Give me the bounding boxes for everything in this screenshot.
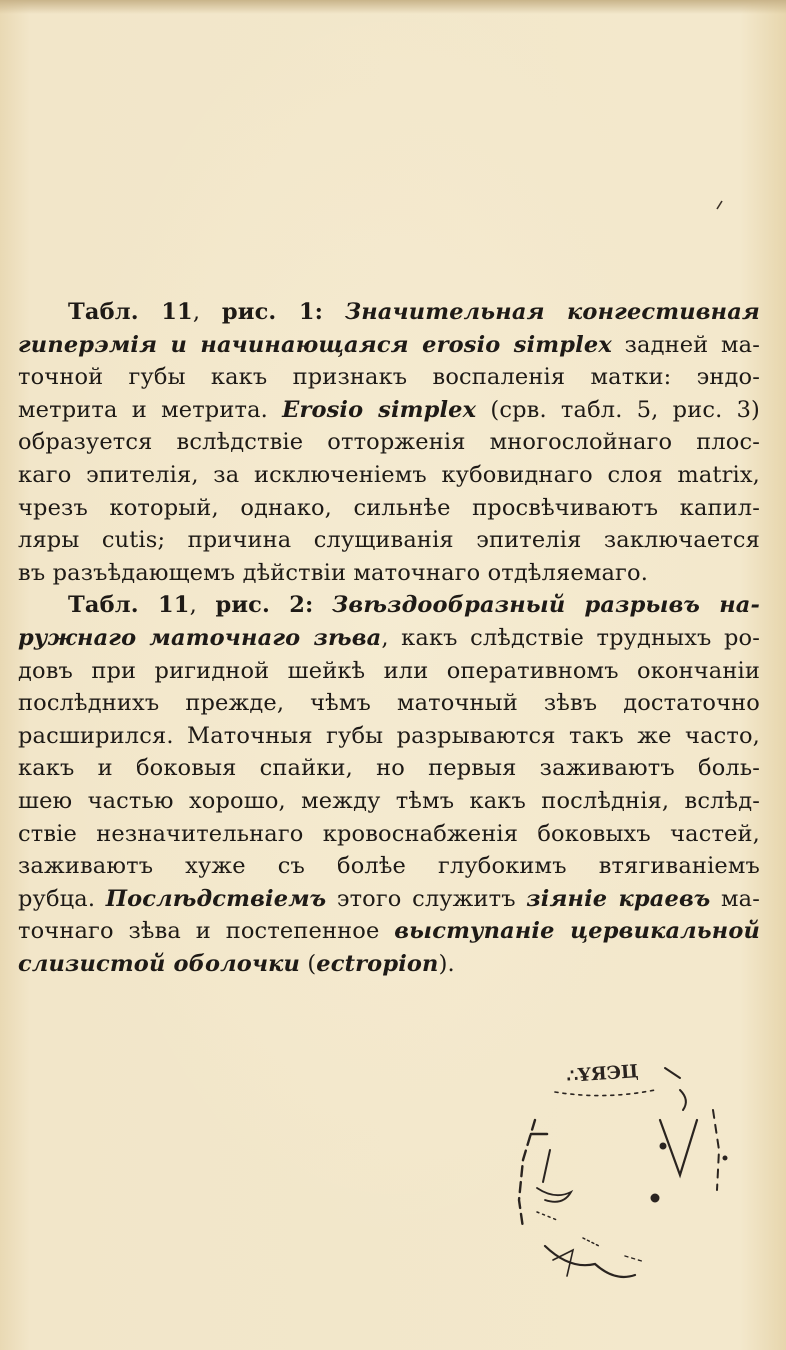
text-segment — [323, 299, 345, 325]
text-segment: ). — [438, 950, 455, 977]
text-segment: ствіе незначительнаго кровоснабженія боковыхъ частей, — [18, 820, 760, 847]
text-line — [18, 492, 760, 525]
text-segment: какъ и боковыя спайки, но первыя заживаютъ боль- — [18, 755, 760, 782]
text-segment: точной губы какъ признакъ воспаленія матки: эндо- — [18, 364, 760, 391]
text-segment: задней ма- — [611, 331, 760, 358]
text-segment: выступаніе цервикальной — [394, 918, 761, 945]
text-line — [18, 589, 760, 622]
text-segment: шею частью хорошо, между тѣмъ какъ послѣднія, вслѣд- — [18, 787, 760, 814]
text-segment: рис. 1: — [221, 299, 324, 325]
paragraph-1 — [18, 296, 760, 589]
page-top-edge — [0, 0, 786, 14]
svg-text:∴ҰЯЭЦ: ∴ҰЯЭЦ — [565, 1061, 640, 1087]
text-segment: расширился. Маточныя губы разрываются такъ же часто, — [18, 722, 760, 749]
text-segment: ма- — [710, 885, 760, 912]
text-segment: въ разъѣдающемъ дѣйствіи маточнаго отдѣляемаго. — [18, 559, 648, 586]
text-line — [18, 524, 760, 557]
ink-speck-icon — [716, 200, 724, 210]
text-line — [18, 655, 760, 688]
text-segment: рубца. — [18, 885, 106, 912]
text-line — [18, 426, 760, 459]
text-segment — [313, 592, 332, 618]
text-segment: чрезъ который, однако, сильнѣе просвѣчиваютъ капил- — [18, 494, 760, 521]
text-line — [18, 622, 760, 655]
text-segment: Значительная конгестивная — [344, 299, 760, 325]
text-segment: Табл. 11 — [68, 299, 193, 325]
text-line — [18, 557, 760, 590]
text-line — [18, 687, 760, 720]
text-segment: , — [189, 592, 216, 619]
text-segment: этого служитъ — [326, 885, 527, 912]
text-line — [18, 361, 760, 394]
text-line — [18, 752, 760, 785]
text-segment: заживаютъ хуже съ болѣе глубокимъ втягиваніемъ — [18, 853, 760, 880]
text-segment: зіяніе краевъ — [526, 885, 711, 912]
text-line — [18, 296, 760, 329]
text-segment: образуется вслѣдствіе отторженія многослойнаго плос- — [18, 429, 760, 456]
text-segment: Звѣздообразный разрывъ на- — [332, 592, 761, 619]
text-segment: рис. 2: — [215, 592, 314, 619]
paragraph-2 — [18, 589, 760, 980]
text-segment: довъ при ригидной шейкѣ или оперативномъ окончаніи — [18, 657, 760, 684]
text-line — [18, 720, 760, 753]
text-segment: , какъ слѣдствіе трудныхъ ро- — [381, 624, 761, 651]
text-segment: ружнаго маточнаго зѣва — [18, 624, 382, 651]
text-line — [18, 394, 760, 427]
text-segment: послѣднихъ прежде, чѣмъ маточный зѣвъ достаточно — [18, 690, 760, 717]
text-segment: каго эпителія, за исключеніемъ кубовиднаго слоя matrix, — [18, 461, 760, 488]
text-segment: ляры cutis; причина слущиванія эпителія заключается — [18, 527, 760, 554]
text-segment: , — [192, 299, 222, 325]
text-line — [18, 948, 760, 981]
text-segment: (срв. табл. 5, рис. 3) — [476, 396, 760, 423]
text-line — [18, 883, 760, 916]
caption-text-block — [18, 296, 760, 980]
text-segment: гиперэмія и начинающаяся erosio simplex — [18, 331, 612, 358]
text-line — [18, 915, 760, 948]
text-segment: Табл. 11 — [68, 592, 190, 619]
text-line — [18, 818, 760, 851]
text-segment: Erosio simplex — [282, 396, 477, 423]
text-line — [18, 459, 760, 492]
library-stamp-icon — [475, 1050, 765, 1300]
text-segment: точнаго зѣва и постепенное — [18, 918, 395, 945]
text-segment: метрита и метрита. — [18, 396, 283, 423]
text-segment: слизистой оболочки — [18, 950, 301, 977]
text-line — [18, 850, 760, 883]
text-segment: ( — [300, 950, 317, 977]
text-line — [18, 329, 760, 362]
text-segment: Послѣдствіемъ — [105, 885, 327, 912]
text-segment: ectropion — [316, 950, 439, 977]
text-line — [18, 785, 760, 818]
